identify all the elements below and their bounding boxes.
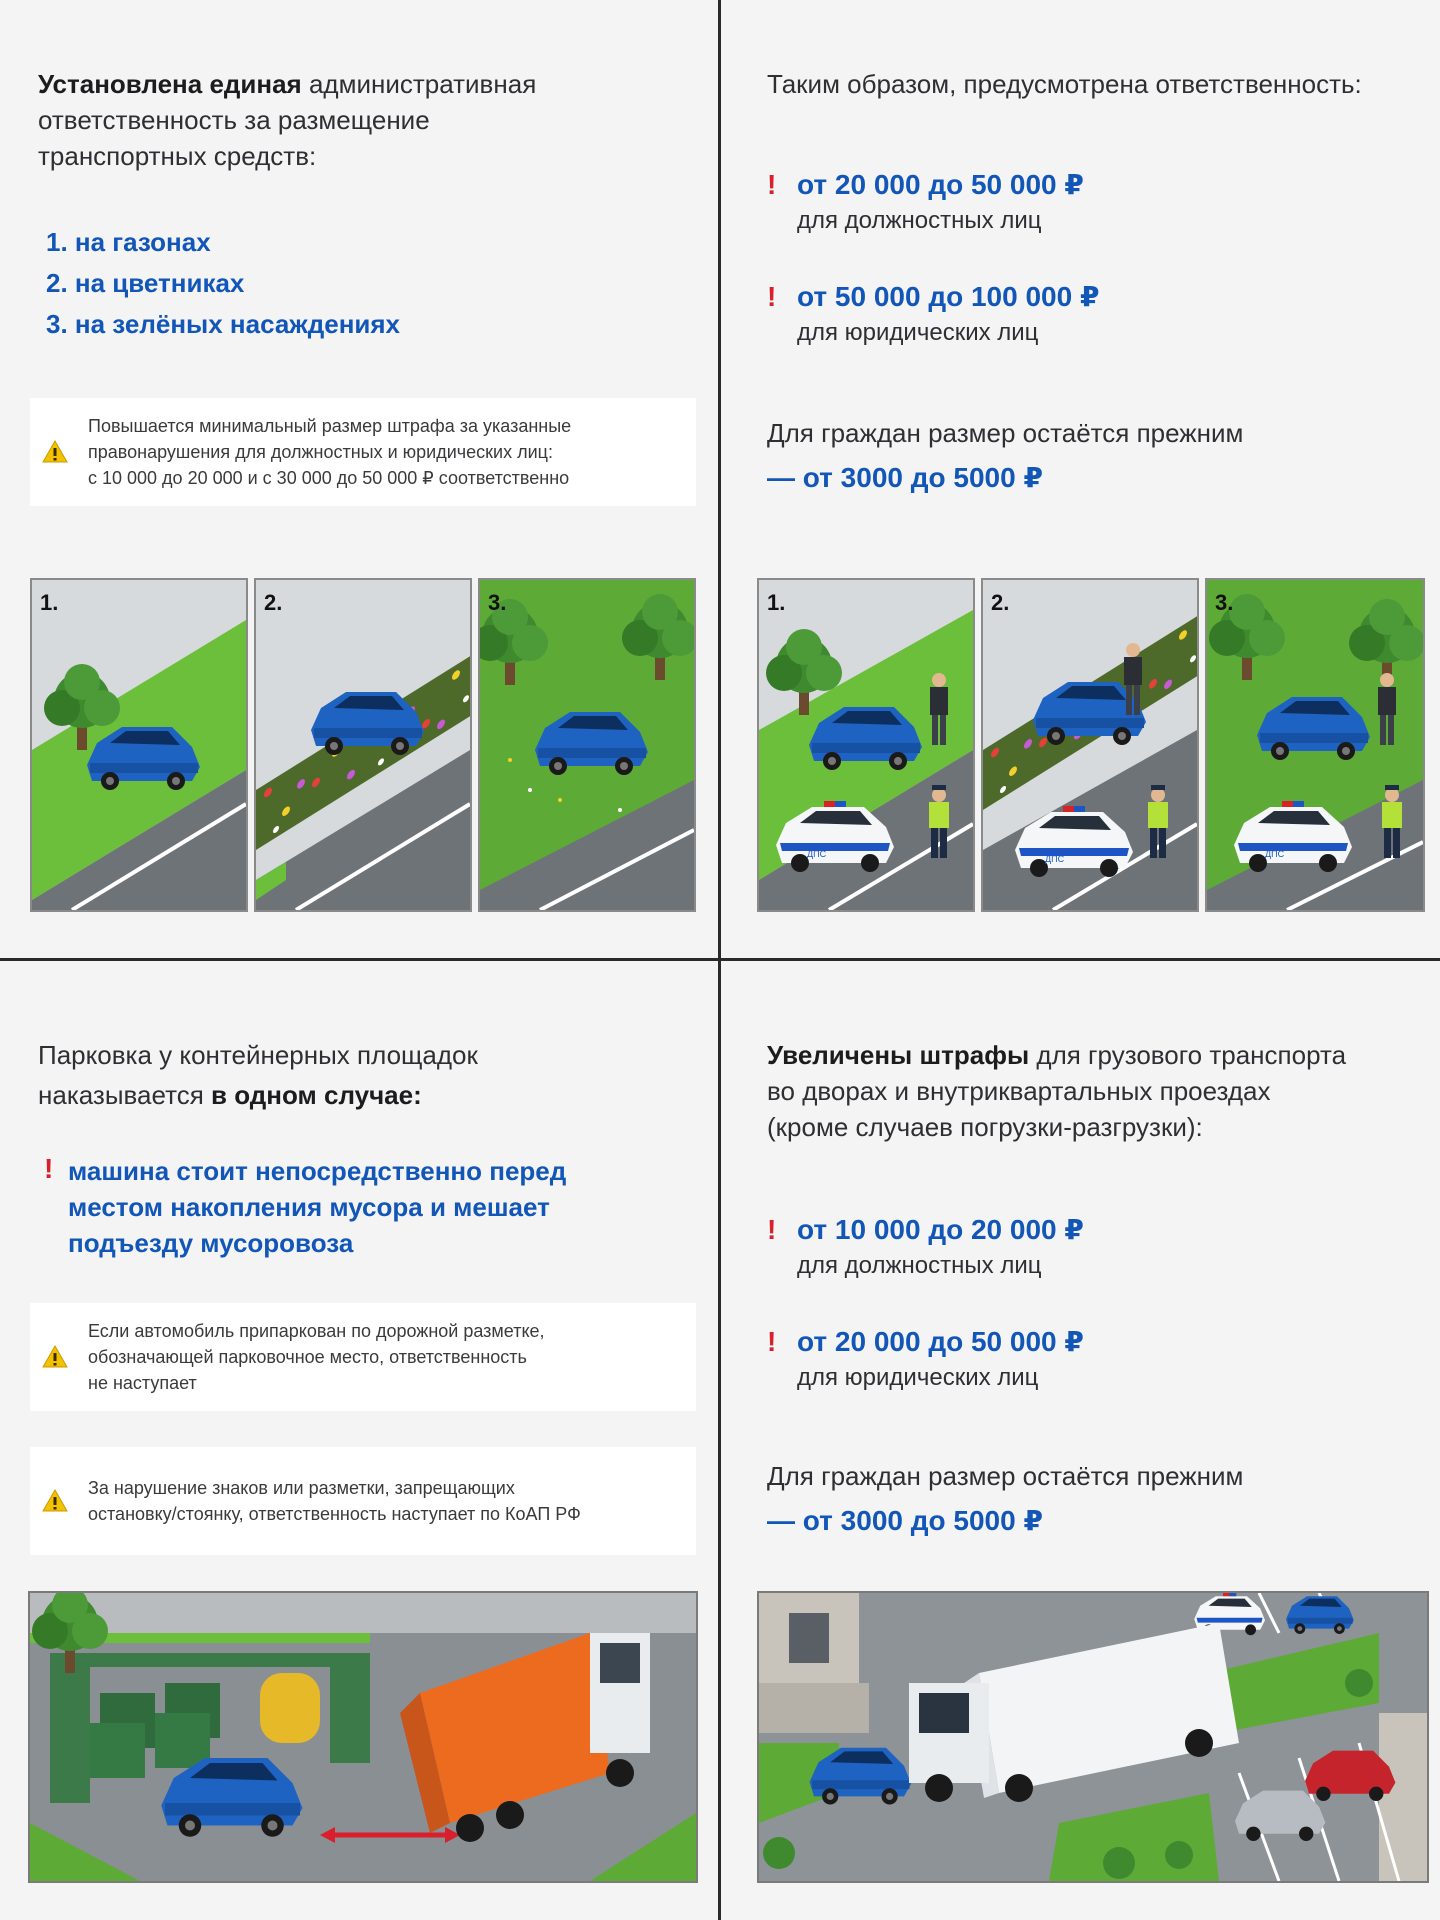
highlight-line: машина стоит непосредственно перед xyxy=(68,1156,567,1186)
illustration-lawn xyxy=(30,578,248,912)
slide-intro xyxy=(38,66,536,174)
dps-label: ДПС xyxy=(1045,854,1065,864)
exclamation-mark: ! xyxy=(767,1214,777,1245)
intro-text: наказывается xyxy=(38,1080,212,1110)
slide-intro: Таким образом, предусмотрена ответственность: xyxy=(767,69,1362,99)
intro-text: (кроме случаев погрузки-разгрузки): xyxy=(767,1112,1203,1142)
info-note xyxy=(30,1447,696,1555)
exclamation-mark: ! xyxy=(44,1153,54,1184)
fine-officials xyxy=(767,168,1084,235)
illustration-flowerbed xyxy=(254,578,472,912)
info-note xyxy=(30,398,696,506)
exclamation-mark: ! xyxy=(767,281,777,312)
panel-number: 2. xyxy=(991,590,1010,615)
note-line: с 10 000 до 20 000 и с 30 000 до 50 000 ₽ соответственно xyxy=(88,468,570,488)
illustration-green-plantings-police xyxy=(1205,578,1425,912)
note-line: не наступает xyxy=(88,1373,197,1393)
note-line: Повышается минимальный размер штрафа за указанные xyxy=(88,416,572,436)
intro-bold: Увеличены штрафы xyxy=(767,1040,1030,1070)
panel-number: 2. xyxy=(264,590,283,615)
sole-case-highlight xyxy=(44,1153,566,1261)
fine-amount: от 10 000 до 20 000 ₽ xyxy=(797,1214,1084,1245)
warning-triangle-icon xyxy=(38,1344,72,1370)
citizens-text: Для граждан размер остаётся прежним xyxy=(767,1461,1244,1491)
warning-triangle-icon xyxy=(38,439,72,465)
fine-legal-entities xyxy=(767,280,1099,347)
citizens-amount: — от 3000 до 5000 ₽ xyxy=(767,1505,1043,1536)
slide-container-sites xyxy=(0,960,720,1920)
illustration-flowerbed-police xyxy=(981,578,1199,912)
illustration-green-plantings xyxy=(478,578,696,912)
fine-subject: для юридических лиц xyxy=(797,1364,1039,1391)
intro-text: для грузового транспорта xyxy=(1029,1040,1347,1070)
citizens-text: Для граждан размер остаётся прежним xyxy=(767,418,1244,448)
fine-subject: для должностных лиц xyxy=(797,1252,1042,1279)
fine-amount: от 20 000 до 50 000 ₽ xyxy=(797,1326,1084,1357)
fine-amount: от 20 000 до 50 000 ₽ xyxy=(797,169,1084,200)
exclamation-mark: ! xyxy=(767,1326,777,1357)
note-line: правонарушения для должностных и юридических лиц: xyxy=(88,442,553,462)
citizens-amount: — от 3000 до 5000 ₽ xyxy=(767,462,1043,493)
fine-legal-entities xyxy=(767,1325,1084,1392)
slide-truck-fines xyxy=(720,960,1440,1920)
list-item: 2. на цветниках xyxy=(46,268,245,298)
panel-number: 3. xyxy=(488,590,507,615)
slide-intro xyxy=(767,1037,1346,1145)
illustration-truck-courtyard xyxy=(757,1591,1429,1883)
fine-amount: от 50 000 до 100 000 ₽ xyxy=(797,281,1100,312)
list-item: 3. на зелёных насаждениях xyxy=(46,309,401,339)
highlight-line: подъезду мусоровоза xyxy=(68,1228,354,1258)
dps-label: ДПС xyxy=(1265,849,1285,859)
intro-text: ответственность за размещение xyxy=(38,105,430,135)
intro-text: во дворах и внутриквартальных проездах xyxy=(767,1076,1271,1106)
intro-text: транспортных средств: xyxy=(38,141,317,171)
fine-subject: для юридических лиц xyxy=(797,319,1039,346)
dps-label: ДПС xyxy=(807,849,827,859)
panel-number: 3. xyxy=(1215,590,1234,615)
note-line: За нарушение знаков или разметки, запрещающих xyxy=(88,1478,515,1498)
fine-officials xyxy=(767,1213,1084,1280)
panel-number: 1. xyxy=(40,590,59,615)
exclamation-mark: ! xyxy=(767,169,777,200)
illustration-garbage-truck xyxy=(28,1591,698,1883)
intro-text: Парковка у контейнерных площадок xyxy=(38,1040,478,1070)
note-line: обозначающей парковочное место, ответственность xyxy=(88,1347,527,1367)
highlight-line: местом накопления мусора и мешает xyxy=(68,1192,550,1222)
note-line: остановку/стоянку, ответственность наступает по КоАП РФ xyxy=(88,1504,581,1524)
slide-lawn-parking xyxy=(0,0,720,960)
violation-list xyxy=(46,222,400,345)
warning-triangle-icon xyxy=(38,1488,72,1514)
slide-responsibility xyxy=(720,0,1440,960)
note-line: Если автомобиль припаркован по дорожной разметке, xyxy=(88,1321,545,1341)
intro-text: административная xyxy=(301,69,537,99)
intro-bold: в одном случае: xyxy=(211,1080,422,1110)
panel-number: 1. xyxy=(767,590,786,615)
citizens-fine xyxy=(767,1461,1243,1537)
illustration-lawn-police xyxy=(757,578,975,912)
list-item: 1. на газонах xyxy=(46,227,211,257)
info-note xyxy=(30,1303,696,1411)
slide-intro xyxy=(38,1037,478,1113)
citizens-fine xyxy=(767,418,1243,494)
fine-subject: для должностных лиц xyxy=(797,207,1042,234)
intro-bold: Установлена единая xyxy=(38,69,302,99)
